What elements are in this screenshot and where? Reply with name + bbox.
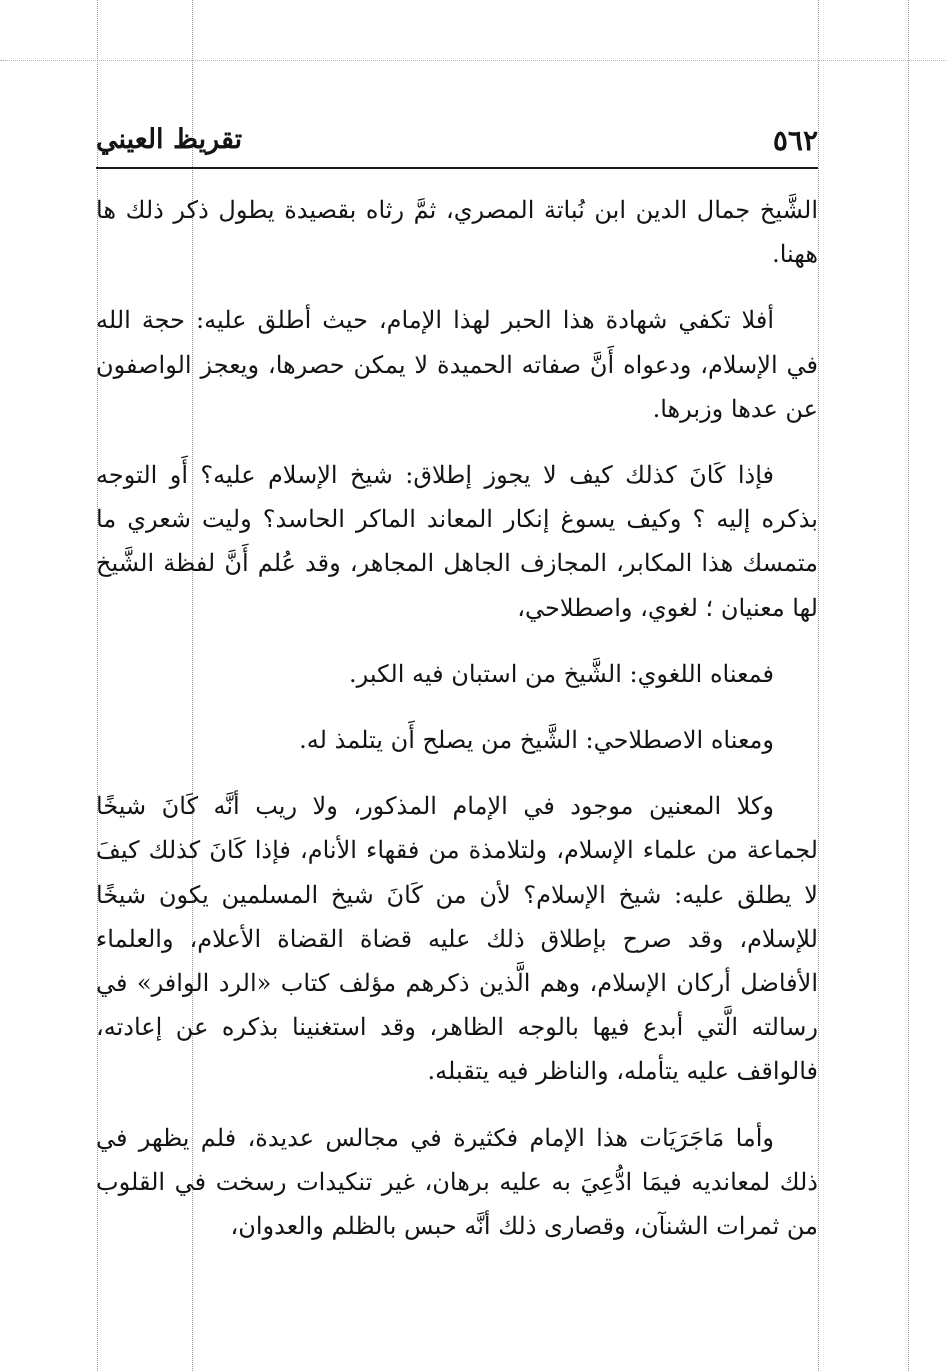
paragraph: وكلا المعنين موجود في الإمام المذكور، ولا ريب أنَّه كَانَ شيخًا لجماعة من علماء الإسلام، ولتلامذة من فقهاء الأنام، فإذا كَانَ كذلك كيفَ لا يطلق عليه: شيخ الإسلام؟ لأن من كَانَ شيخ المسلمين يكون شيخًا للإسلام، وقد صرح بإطلاق ذلك عليه قضاة القضاة الأعلام، والعلماء الأفاضل أركان الإسلام، وهم الَّذين ذكرهم مؤلف كتاب «الرد الوافر» في رسالته الَّتي أبدع فيها بالوجه الظاهر، وقد استغنينا بذكره عن إعادته، فالواقف عليه يتأمله، والناظر فيه يتقبله.: [96, 792, 818, 1086]
paragraph: الشَّيخ جمال الدين ابن نُباتة المصري، ثمَّ رثاه بقصيدة يطول ذكر ذلك ها ههنا.: [96, 196, 818, 269]
paragraph: أفلا تكفي شهادة هذا الحبر لهذا الإمام، حيث أطلق عليه: حجة الله في الإسلام، ودعواه أَنَّ صفاته الحميدة لا يمكن حصرها، ويعجز الواصفون عن عدها وزبرها.: [96, 306, 818, 423]
running-title: تقريظ العيني: [96, 124, 243, 155]
scan-guide-line: [908, 0, 909, 1371]
page-header: [96, 118, 818, 166]
definition-line: ومعناه الاصطلاحي: الشَّيخ من يصلح أَن يتلمذ له.: [299, 726, 774, 755]
definition-line: فمعناه اللغوي: الشَّيخ من استبان فيه الكبر.: [349, 659, 774, 688]
page-number: ٥٦٢: [772, 124, 818, 157]
scan-guide-line: [0, 60, 946, 61]
paragraph: فإذا كَانَ كذلك كيف لا يجوز إطلاق: شيخ الإسلام عليه؟ أَو التوجه بذكره إليه ؟ وكيف يسوغ إنكار المعاند الماكر الحاسد؟ وليت شعري ما متمسك هذا المكابر، المجازف الجاهل المجاهر، وقد عُلم أَنَّ لفظة الشَّيخ لها معنيان ؛ لغوي، واصطلاحي،: [96, 461, 818, 622]
scan-guide-line: [818, 0, 819, 1371]
main-text: [96, 188, 818, 1248]
paragraph: وأما مَاجَرَيَات هذا الإمام فكثيرة في مجالس عديدة، فلم يظهر في ذلك لمعانديه فيمَا ادُّعِيَ به عليه برهان، غير تنكيدات رسخت في القلوب من ثمرات الشنآن، وقصارى ذلك أنَّه حبس بالظلم والعدوان،: [96, 1123, 818, 1241]
header-rule: [96, 167, 818, 169]
